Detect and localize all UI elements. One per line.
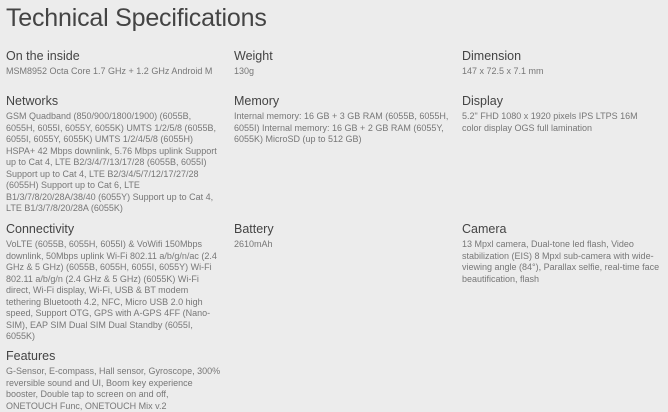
spec-weight bbox=[234, 49, 449, 78]
spec-label: Dimension bbox=[462, 49, 522, 63]
spec-value: G-Sensor, E-compass, Hall sensor, Gyroscope, 300% reversible sound and UI, Boom key experience booster, Double tap to screen on and off, ONETOUCH Func, ONETOUCH Mix v.2 bbox=[6, 366, 221, 411]
spec-camera bbox=[462, 222, 667, 285]
spec-label: On the inside bbox=[6, 49, 80, 63]
spec-networks bbox=[6, 94, 221, 215]
spec-value: 5.2" FHD 1080 x 1920 pixels IPS LTPS 16M color display OGS full lamination bbox=[462, 111, 638, 133]
spec-label: Memory bbox=[234, 94, 280, 108]
spec-connectivity bbox=[6, 222, 221, 343]
spec-value: 147 x 72.5 x 7.1 mm bbox=[462, 66, 544, 76]
spec-dimension bbox=[462, 49, 668, 78]
spec-value: VoLTE (6055B, 6055H, 6055I) & VoWifi 150Mbps downlink, 50Mbps uplink Wi-Fi 802.11 a/b/g/n/ac (2.4 GHz & 5 GHz) (6055B, 6055H, 6055I, 6055Y) Wi-Fi 802.11 a/b/g/n (2.4 GHz & 5 GHz) (6055K) Wi-Fi direct, Wi-Fi display, Wi-Fi, USB & BT modem tethering Bluetooth 4.2, NFC, Micro USB 2.0 high speed, Support OTG, GPS with A-GPS 4FF (Nano-SIM), EAP SIM Dual SIM Dual Standby (6055I, 6055K) bbox=[6, 239, 217, 341]
spec-value: 2610mAh bbox=[234, 239, 273, 249]
spec-label: Weight bbox=[234, 49, 273, 63]
spec-battery bbox=[234, 222, 449, 251]
spec-memory bbox=[234, 94, 449, 146]
spec-label: Battery bbox=[234, 222, 274, 236]
spec-label: Networks bbox=[6, 94, 59, 108]
spec-value: 130g bbox=[234, 66, 255, 76]
spec-value: MSM8952 Octa Core 1.7 GHz + 1.2 GHz Android M bbox=[6, 66, 213, 76]
spec-on-the-inside bbox=[6, 49, 221, 78]
spec-label: Connectivity bbox=[6, 222, 75, 236]
spec-display bbox=[462, 94, 642, 134]
page-title: Technical Specifications bbox=[6, 4, 267, 32]
spec-features bbox=[6, 349, 221, 412]
spec-value: Internal memory: 16 GB + 3 GB RAM (6055B, 6055H, 6055I) Internal memory: 16 GB + 2 GB RAM (6055Y, 6055K) MicroSD (up to 512 GB) bbox=[234, 111, 449, 144]
spec-label: Camera bbox=[462, 222, 507, 236]
spec-value: 13 Mpxl camera, Dual-tone led flash, Video stabilization (EIS) 8 Mpxl sub-camera with wide-viewing angle (84°), Parallax selfie, real-time face beautification, flash bbox=[462, 239, 660, 284]
spec-label: Features bbox=[6, 349, 56, 363]
spec-label: Display bbox=[462, 94, 503, 108]
spec-value: GSM Quadband (850/900/1800/1900) (6055B, 6055H, 6055I, 6055Y, 6055K) UMTS 1/2/5/8 (6055B, 6055I, 6055Y, 6055K) UMTS 1/2/4/5/8 (6055H) HSPA+ 42 Mbps downlink, 5.76 Mbps uplink Support up to Cat 4, LTE B2/3/4/7/13/17/28 (6055B, 6055I) Support up to Cat 4, LTE B2/3/4/5/7/12/17/27/28 (6055H) Support up to Cat 6, LTE B1/3/7/8/20/28A/38/40 (6055Y) Support up to Cat 4, LTE B1/3/7/8/20/28A (6055K) bbox=[6, 111, 217, 213]
